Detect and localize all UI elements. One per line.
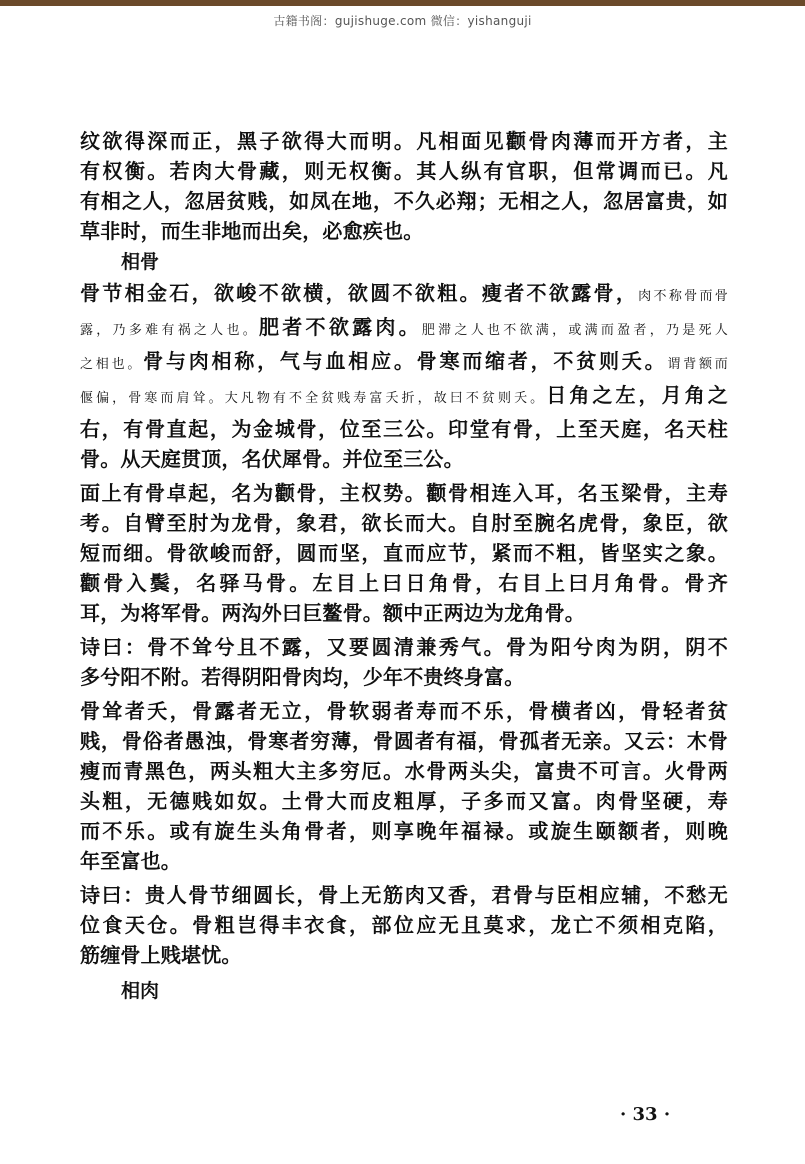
text-line: 草非时，而生非地而出矣，必愈疾也。	[80, 219, 424, 243]
text-line	[80, 346, 728, 380]
annotation-note: 肉不称骨而骨	[638, 289, 729, 304]
page-number: · 33 ·	[620, 1104, 671, 1125]
section-heading-flesh: 相肉	[121, 980, 160, 1002]
paragraph-bone	[80, 278, 728, 474]
main-text: 骨与肉相称，气与血相应。骨寒而缩者，不贫则夭。	[143, 349, 668, 373]
paragraphs-bone-detail	[80, 478, 728, 970]
text-line: 骨耸者夭，骨露者无立，骨软弱者寿而不乐，骨横者凶，骨轻者贫	[80, 699, 728, 723]
text-line: 诗曰：骨不耸兮且不露，又要圆清兼秀气。骨为阳兮肉为阴，阴不	[80, 635, 728, 659]
text-line: 短而细。骨欲峻而舒，圆而坚，直而应节，紧而不粗，皆坚实之象。	[80, 541, 728, 565]
annotation-note: 肥滞之人也不欲满，或满而盈者，乃是死人	[421, 323, 728, 338]
text-line: 纹欲得深而正，黑子欲得大而明。凡相面见颧骨肉薄而开方者，主	[80, 129, 728, 153]
main-text: 肥者不欲露肉。	[259, 315, 422, 339]
annotation-note: 之相也。	[80, 357, 144, 372]
text-line: 头粗，无德贱如奴。土骨大而皮粗厚，子多而又富。肉骨坚硬，寿	[80, 789, 728, 813]
annotation-note: 偃偏，骨寒而肩耸。大凡物有不全贫贱寿富夭折，故曰不贫则夭。	[80, 391, 547, 406]
text-line: 筋缠骨上贱堪忧。	[80, 943, 242, 967]
text-line	[80, 380, 728, 414]
text-line	[80, 312, 728, 346]
page-body	[80, 126, 728, 1007]
annotation-note: 露，乃多难有祸之人也。	[80, 323, 259, 338]
text-line	[80, 414, 728, 444]
watermark-text: 古籍书阁：gujishuge.com 微信：yishanguji	[273, 14, 532, 28]
text-line: 年至富也。	[80, 849, 181, 873]
text-line: 位食天仓。骨粗岂得丰衣食，部位应无且莫求，龙亡不须相克陷，	[80, 913, 728, 937]
text-line: 有权衡。若肉大骨藏，则无权衡。其人纵有官职，但常调而已。凡	[80, 159, 728, 183]
annotation-note: 谓背额而	[667, 357, 728, 372]
text-line: 考。自臂至肘为龙骨，象君，欲长而大。自肘至腕名虎骨，象臣，欲	[80, 511, 728, 535]
text-line: 而不乐。或有旋生头角骨者，则享晚年福禄。或旋生颐额者，则晚	[80, 819, 728, 843]
paragraph-face	[80, 126, 728, 246]
top-border	[0, 0, 805, 6]
text-line: 诗曰：贵人骨节细圆长，骨上无筋肉又香，君骨与臣相应辅，不愁无	[80, 883, 728, 907]
main-text: 骨节相金石，欲峻不欲横，欲圆不欲粗。瘦者不欲露骨，	[80, 281, 639, 305]
main-text: 日角之左，月角之	[546, 383, 728, 407]
text-line	[80, 444, 728, 474]
text-line	[80, 278, 728, 312]
text-line: 颧骨入鬓，名驿马骨。左目上曰日角骨，右目上曰月角骨。骨齐	[80, 571, 728, 595]
section-heading-bone: 相骨	[121, 251, 160, 273]
text-line: 瘦而青黑色，两头粗大主多穷厄。水骨两头尖，富贵不可言。火骨两	[80, 759, 728, 783]
text-line: 贱，骨俗者愚浊，骨寒者穷薄，骨圆者有福，骨孤者无亲。又云：木骨	[80, 729, 728, 753]
text-line: 有相之人，忽居贫贱，如凤在地，不久必翔；无相之人，忽居富贵，如	[80, 189, 728, 213]
text-line: 面上有骨卓起，名为颧骨，主权势。颧骨相连入耳，名玉梁骨，主寿	[80, 481, 728, 505]
main-text: 骨。从天庭贯顶，名伏犀骨。并位至三公。	[80, 447, 464, 471]
main-text: 右，有骨直起，为金城骨，位至三公。印堂有骨，上至天庭，名天柱	[80, 417, 728, 441]
text-line: 多兮阳不附。若得阴阳骨肉均，少年不贵终身富。	[80, 665, 525, 689]
text-line: 耳，为将军骨。两沟外曰巨鳌骨。额中正两边为龙角骨。	[80, 601, 585, 625]
